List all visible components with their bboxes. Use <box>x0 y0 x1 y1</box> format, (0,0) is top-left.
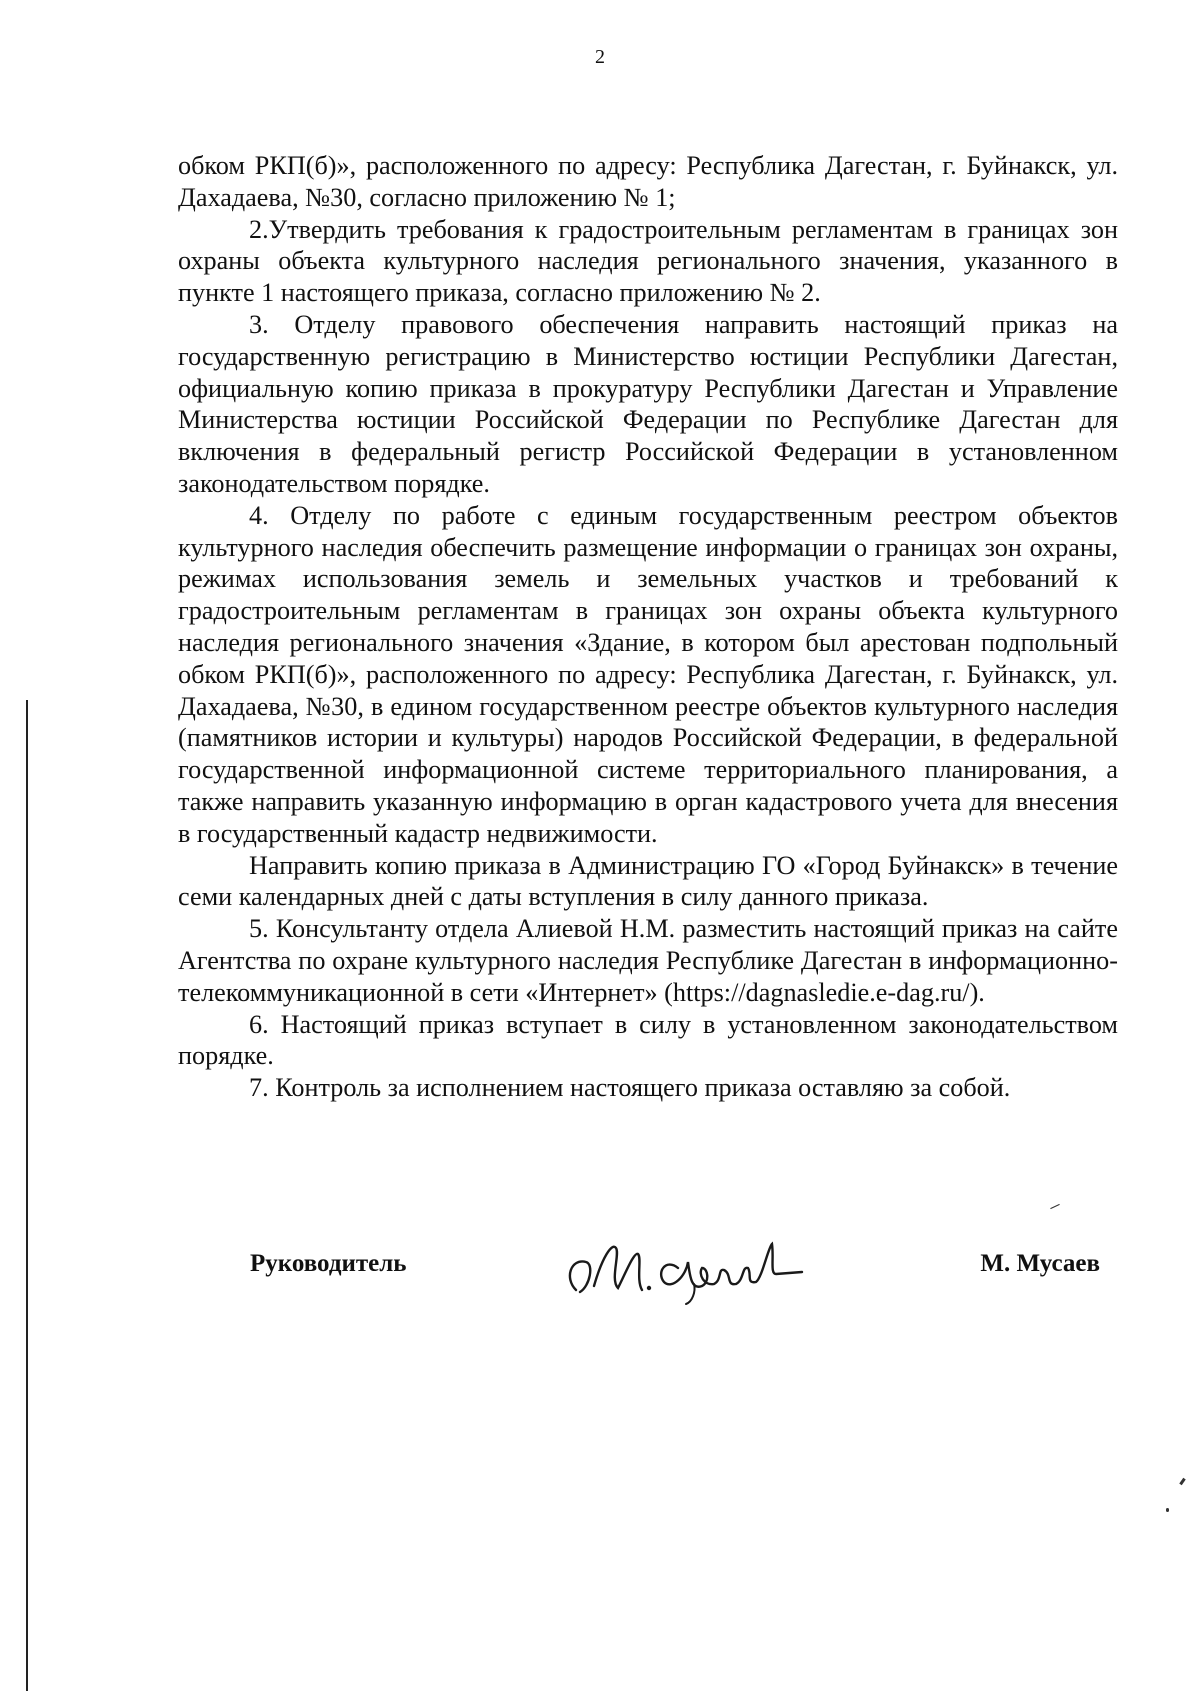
handwritten-signature <box>546 1228 806 1308</box>
paragraph-item-3: 3. Отделу правового обеспечения направить настоящий приказ на государственную регистрацию в Министерство юстиции Республики Дагестан, официальную копию приказа в прокуратуру Республики Дагестан и Управление Министерства юстиции Российской Федерации по Республике Дагестан для включения в федеральный регистр Российской Федерации в установленном законодательством порядке. <box>178 309 1118 498</box>
paragraph-item-5: 5. Консультанту отдела Алиевой Н.М. разместить настоящий приказ на сайте Агентства по охране культурного наследия Республике Дагестан в информационно-телекоммуникационной в сети «Интернет» (https://dagnasledie.e-dag.ru/). <box>178 914 1118 1007</box>
scan-speck <box>1179 1478 1185 1485</box>
signatory-role: Руководитель <box>250 1250 407 1277</box>
paragraph-item-2: 2.Утвердить требования к градостроительным регламентам в границах зон охраны объекта культурного наследия регионального значения, указанного в пункте 1 настоящего приказа, согласно приложению № 2. <box>178 214 1118 308</box>
paragraph-item-4-addendum: Направить копию приказа в Администрацию ГО «Город Буйнакск» в течение семи календарных дней с даты вступления в силу данного приказа. <box>178 850 1118 912</box>
scan-speck <box>1166 1508 1169 1512</box>
scan-speck <box>1050 1204 1059 1209</box>
paragraph-item-7: 7. Контроль за исполнением настоящего приказа оставляю за собой. <box>249 1073 1011 1103</box>
signatory-name: М. Мусаев <box>980 1250 1100 1277</box>
page-number: 2 <box>595 46 605 68</box>
paragraph-1-continuation: обком РКП(б)», расположенного по адресу: Республика Дагестан, г. Буйнакск, ул. Дахадаева, №30, согласно приложению № 1; <box>178 151 1118 212</box>
paragraph-item-4: 4. Отделу по работе с единым государственным реестром объектов культурного наследия обеспечить размещение информации о границах зон охраны, режимах использования земель и земельных участков и требований к градостроительным регламентам в границах зон охраны объекта культурного наследия регионального значения «Здание, в котором был арестован подпольный обком РКП(б)», расположенного по адресу: Республика Дагестан, г. Буйнакск, ул. Дахадаева, №30, в едином государственном реестре объектов культурного наследия (памятников истории и культуры) народов Российской Федерации, в федеральной государственной информационной системе территориального планирования, а также направить указанную информацию в орган кадастрового учета для внесения в государственный кадастр недвижимости. <box>178 500 1118 848</box>
scan-edge-line <box>26 700 28 1691</box>
signature-block <box>250 1228 1100 1318</box>
paragraph-item-6: 6. Настоящий приказ вступает в силу в установленном законодательством порядке. <box>178 1009 1118 1071</box>
document-body <box>178 150 1118 1104</box>
